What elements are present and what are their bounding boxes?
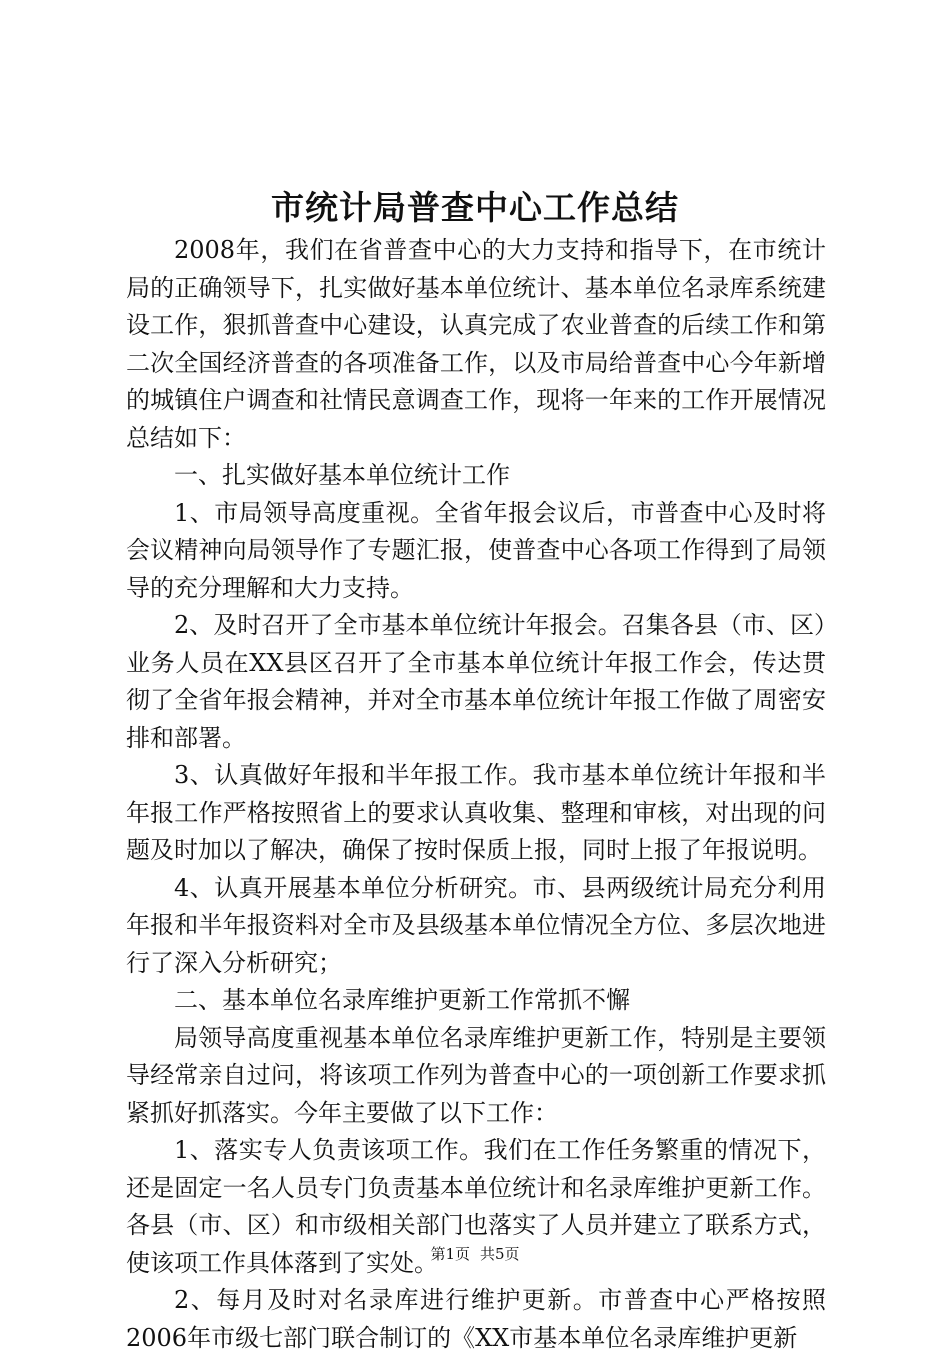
paragraph-item-1: 1、市局领导高度重视。全省年报会议后，市普查中心及时将会议精神向局领导作了专题汇报，使普查中心各项工作得到了局领导的充分理解和大力支持。 (126, 498, 826, 602)
section-heading-2: 二、基本单位名录库维护更新工作常抓不懈 (174, 986, 630, 1014)
document-title: 市统计局普查中心工作总结 (271, 188, 679, 227)
page-total: 共5页 (480, 1245, 520, 1263)
document-body (126, 232, 826, 1357)
page-footer (0, 1244, 950, 1264)
page-number: 第1页 (430, 1245, 470, 1263)
paragraph-item-3: 3、认真做好年报和半年报工作。我市基本单位统计年报和半年报工作严格按照省上的要求认真收集、整理和审核，对出现的问题及时加以了解决，确保了按时保质上报，同时上报了年报说明。 (126, 761, 826, 864)
section-heading-1: 一、扎实做好基本单位统计工作 (174, 461, 510, 489)
section-2-intro-paragraph: 局领导高度重视基本单位名录库维护更新工作，特别是主要领导经常亲自过问，将该项工作列为普查中心的一项创新工作要求抓紧抓好抓落实。今年主要做了以下工作： (126, 1023, 826, 1127)
section-2-item-2: 2、每月及时对名录库进行维护更新。市普查中心严格按照2006年市级七部门联合制订的《XX市基本单位名录库维护更新 (126, 1286, 826, 1352)
section-2-item-1: 1、落实专人负责该项工作。我们在工作任务繁重的情况下，还是固定一名人员专门负责基本单位统计和名录库维护更新工作。各县（市、区）和市级相关部门也落实了人员并建立了联系方式，使该项工作具体落到了实处。 (126, 1136, 826, 1277)
intro-paragraph: 2008年，我们在省普查中心的大力支持和指导下，在市统计局的正确领导下，扎实做好基本单位统计、基本单位名录库系统建设工作，狠抓普查中心建设，认真完成了农业普查的后续工作和第二次全国经济普查的各项准备工作，以及市局给普查中心今年新增的城镇住户调查和社情民意调查工作，现将一年来的工作开展情况总结如下： (126, 236, 826, 452)
paragraph-item-2: 2、及时召开了全市基本单位统计年报会。召集各县（市、区）业务人员在XX县区召开了全市基本单位统计年报工作会，传达贯彻了全省年报会精神，并对全市基本单位统计年报工作做了周密安排和部署。 (126, 611, 826, 752)
paragraph-item-4: 4、认真开展基本单位分析研究。市、县两级统计局充分利用年报和半年报资料对全市及县级基本单位情况全方位、多层次地进行了深入分析研究； (126, 873, 826, 977)
